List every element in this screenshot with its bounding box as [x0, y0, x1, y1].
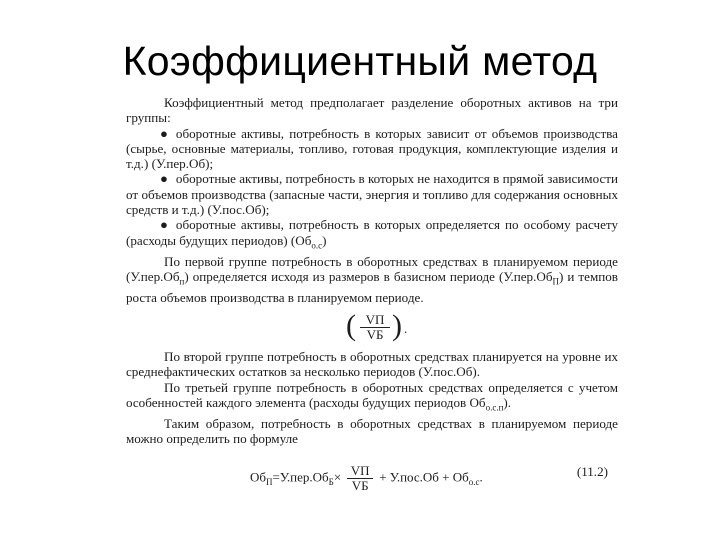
formula-rest: + У.пос.Об + Об: [379, 469, 469, 485]
slide-title: Коэффициентный метод: [122, 38, 598, 84]
bullet-item-3: [126, 217, 618, 253]
left-paren-icon: (: [346, 309, 356, 343]
p2-sub2: П: [552, 276, 559, 287]
formula-growth-ratio: [126, 305, 618, 349]
fraction-numerator: VП: [360, 313, 390, 328]
paragraph-second-group: По второй группе потребность в оборотных средствах планируется на уровне их среднефактических остатков за несколько периодов (У.пос.Об).: [126, 349, 618, 380]
fraction: [360, 313, 390, 342]
bullet-text-1: оборотные активы, потребность в которых зависит от объемов производства (сырье, основные материалы, топливо, готовая продукция, комплектующие изделия и т.д.) (У.пер.Об);: [126, 125, 618, 172]
equation-number: (11.2): [576, 464, 608, 480]
bullet-text-3: оборотные активы, потребность в которых определяется по особому расчету (расходы будущих периодов) (Об: [126, 217, 618, 248]
formula-dot: .: [404, 321, 408, 337]
p2-text: По первой группе потребность в оборотных средствах в планируемом периоде (У.пер.Об: [126, 253, 618, 284]
formula-left-sub: П: [266, 477, 273, 488]
paragraph-first-group: [126, 254, 618, 306]
paragraph-third-group: [126, 380, 618, 416]
formula-rest-sub: о.с: [468, 477, 480, 488]
paragraph-intro: Коэффициентный метод предполагает разделение оборотных активов на три группы:: [126, 95, 618, 126]
fraction-denominator: VБ: [366, 327, 384, 343]
bullet-text-2: оборотные активы, потребность в которых не находится в прямой зависимости от объемов производства (запасные части, энергия и топливо для содержания основных средств и т.д.) (У.пос.Об);: [126, 171, 618, 218]
bullet-item-1: [126, 126, 618, 172]
p4-sub: о.с.п: [485, 402, 504, 413]
formula-eq: =У.пер.Об: [272, 469, 329, 485]
formula-times: ×: [333, 469, 342, 485]
formula-fraction-num: VП: [347, 464, 373, 479]
p2-sub: п: [179, 276, 185, 287]
formula-left: Об: [250, 469, 267, 485]
formula-end-dot: .: [479, 469, 483, 485]
right-paren-icon: ): [392, 309, 402, 343]
p2-mid: ) определяется исходя из размеров в базисном периоде (У.пер.Об: [184, 268, 553, 284]
bullet-text-3-end: ): [322, 232, 327, 248]
document-scan: [126, 95, 618, 500]
paragraph-conclusion: Таким образом, потребность в оборотных средствах в планируемом периоде можно определить по формуле: [126, 415, 618, 447]
formula-fraction: [347, 464, 373, 493]
formula-fraction-den: VБ: [351, 478, 369, 494]
p2-end: ) и темпов роста объемов производства в планируемом периоде.: [126, 268, 618, 305]
p4-end: ).: [503, 394, 512, 410]
bullet-icon: ●: [160, 217, 168, 233]
bullet-text-3-sub: о.с: [311, 240, 323, 251]
bullet-icon: ●: [160, 171, 168, 187]
bullet-item-2: [126, 171, 618, 217]
formula-expression: [250, 464, 483, 493]
formula-eq-sub: Б: [328, 477, 334, 488]
formula-11-2: [126, 454, 618, 500]
bullet-icon: ●: [160, 125, 168, 141]
p4-text: По третьей группе потребность в оборотных средствах определяется с учетом особенностей каждого элемента (расходы будущих периодов Об: [126, 379, 618, 410]
